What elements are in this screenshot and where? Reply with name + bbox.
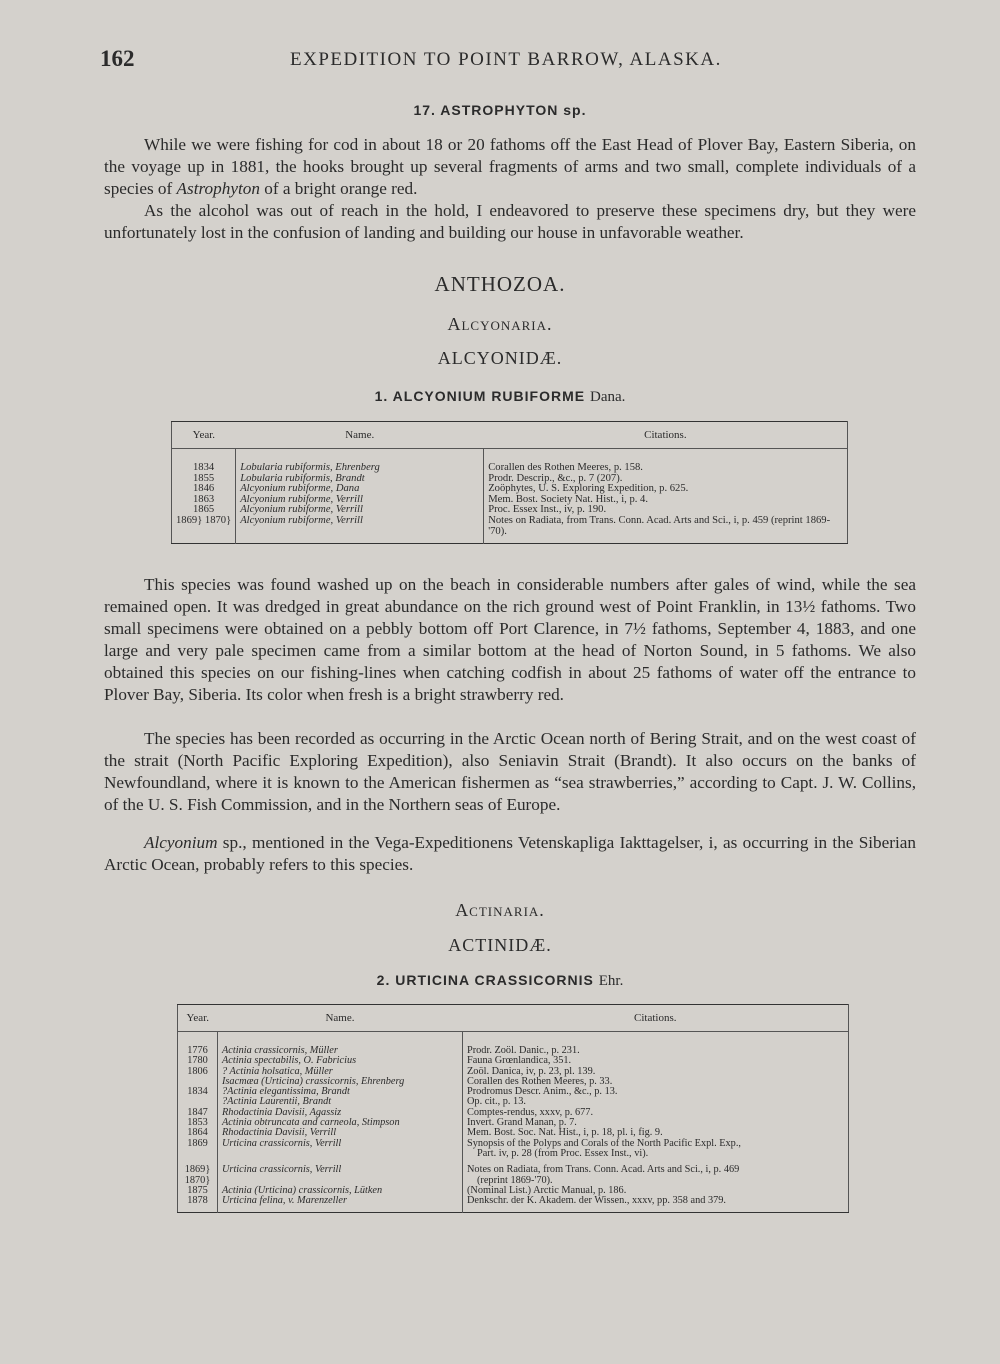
species-2-heading: [0, 972, 1000, 990]
table-row: 1855 Lobularia rubiformis, Brandt Prodr. Descrip., &c., p. 7 (207).: [172, 474, 848, 485]
table-row: 1846 Alcyonium rubiforme, Dana Zoöphytes, U. S. Exploring Expedition, p. 625.: [172, 484, 848, 495]
synonymy-table-alcyonium: [171, 421, 848, 544]
table-row: 1834 ?Actinia elegantissima, Brandt Prodromus Descr. Anim., &c., p. 13.: [178, 1087, 849, 1097]
table-header-row: [178, 1005, 849, 1032]
citations-column-header: Citations.: [484, 422, 848, 449]
species-1-paragraph-3: Alcyonium sp., mentioned in the Vega-Expeditionens Vetenskapliga Iakttagelser, i, as occurring in the Siberian Arctic Ocean, probably refers to this species.: [104, 833, 916, 875]
family-title-actinidae: ACTINIDÆ.: [448, 935, 552, 955]
table-row: 1834 Lobularia rubiformis, Ehrenberg Corallen des Rothen Meeres, p. 158.: [172, 463, 848, 474]
name-column-header: Name.: [236, 422, 484, 449]
table-row: 1776 Actinia crassicornis, Müller Prodr. Zoöl. Danic., p. 231.: [178, 1046, 849, 1056]
class-title: ANTHOZOA.: [434, 272, 566, 296]
species-1-paragraph-2: The species has been recorded as occurring in the Arctic Ocean north of Bering Strait, and on the west coast of the strait (North Pacific Exploring Expedition), also Seniavin Strait (Brandt). It also occurs on the banks of Newfoundland, where it is known to the American fishermen as “sea strawberries,” according to Capt. J. W. Collins, of the U. S. Fish Commission, and in the Northern seas of Europe.: [104, 729, 916, 815]
citations-column-header: Citations.: [463, 1005, 849, 1032]
year-column-header: Year.: [178, 1005, 218, 1032]
running-title: EXPEDITION TO POINT BARROW, ALASKA.: [290, 49, 722, 70]
table-row: 1853 Actinia obtruncata and carneola, Stimpson Invert. Grand Manan, p. 7.: [178, 1118, 849, 1128]
table-row: 1869} Urticina crassicornis, Verrill Notes on Radiata, from Trans. Conn. Acad. Arts and Sci., i, p. 469: [178, 1159, 849, 1175]
species-1-heading: [0, 388, 1000, 406]
table-row: Isacmæa (Urticina) crassicornis, Ehrenberg Corallen des Rothen Meeres, p. 33.: [178, 1077, 849, 1087]
page-number: 162: [100, 46, 135, 71]
table-header-row: [172, 422, 848, 449]
species-17-paragraph-1: While we were fishing for cod in about 18 or 20 fathoms off the East Head of Plover Bay, Eastern Siberia, on the voyage up in 1881, the hooks brought up several fragments of arms and two small, complete individuals of a species of Astrophyton of a bright orange red.: [104, 135, 916, 199]
table-row: Part. iv, p. 28 (from Proc. Essex Inst., vi).: [178, 1149, 849, 1159]
table-row: ?Actinia Laurentii, Brandt Op. cit., p. 13.: [178, 1097, 849, 1107]
table-row: 1863 Alcyonium rubiforme, Verrill Mem. Bost. Society Nat. Hist., i, p. 4.: [172, 495, 848, 506]
table-row: 1869 Urticina crassicornis, Verrill Synopsis of the Polyps and Corals of the North Pacific Expl. Exp.,: [178, 1139, 849, 1149]
table-row: 1864 Rhodactinia Davisii, Verrill Mem. Bost. Soc. Nat. Hist., i, p. 18, pl. i, fig. 9.: [178, 1128, 849, 1138]
table-row: 1806 ? Actinia holsatica, Müller Zoöl. Danica, iv, p. 23, pl. 139.: [178, 1067, 849, 1077]
page-header: [100, 46, 920, 76]
table-row: 1780 Actinia spectabilis, O. Fabricius Fauna Grœnlandica, 351.: [178, 1056, 849, 1066]
species-1-paragraph-1: This species was found washed up on the beach in considerable numbers after gales of wind, while the sea remained open. It was dredged in great abundance on the rich ground west of Point Franklin, in 13½ fathoms. Two small specimens were obtained on a pebbly bottom off Port Clarence, in 7½ fathoms, September 4, 1883, and one large and very pale specimen came from a similar bottom at the head of Norton Sound, in 5 fathoms. We also obtained this species on our fishing-lines when catching codfish in about 25 fathoms of water off the entrance to Plover Bay, Siberia. Its color when fresh is a bright strawberry red.: [104, 575, 916, 705]
species-2-author: Ehr.: [598, 973, 624, 989]
order-title-alcyonaria: Alcyonaria.: [447, 314, 553, 334]
table-row: 1870} (reprint 1869-'70).: [178, 1176, 849, 1186]
year-column-header: Year.: [172, 422, 236, 449]
table-row: 1869} 1870} Alcyonium rubiforme, Verrill Notes on Radiata, from Trans. Conn. Acad. Arts and Sci., i, p. 459 (reprint 1869-'70).: [172, 516, 848, 537]
family-title-alcyonidae: ALCYONIDÆ.: [437, 348, 563, 368]
name-column-header: Name.: [218, 1005, 463, 1032]
species-17-paragraph-2: As the alcohol was out of reach in the hold, I endeavored to preserve these specimens dry, but they were unfortunately lost in the confusion of landing and building our house in unfavorable weather.: [104, 201, 916, 243]
table-row: 1865 Alcyonium rubiforme, Verrill Proc. Essex Inst., iv, p. 190.: [172, 505, 848, 516]
species-2-name: 2. URTICINA CRASSICORNIS: [376, 972, 594, 988]
synonymy-table-urticina: [177, 1004, 849, 1213]
table-row: 1847 Rhodactinia Davisii, Agassiz Comptes-rendus, xxxv, p. 677.: [178, 1108, 849, 1118]
table-row: 1878 Urticina felina, v. Marenzeller Denkschr. der K. Akadem. der Wissen., xxxv, pp. 358 and 379.: [178, 1196, 849, 1206]
species-1-author: Dana.: [589, 389, 626, 405]
order-title-actinaria: Actinaria.: [455, 900, 545, 920]
table-row: 1875 Actinia (Urticina) crassicornis, Lütken (Nominal List.) Arctic Manual, p. 186.: [178, 1186, 849, 1196]
species-1-name: 1. ALCYONIUM RUBIFORME: [374, 388, 586, 404]
species-17-heading: 17. ASTROPHYTON sp.: [413, 102, 587, 118]
